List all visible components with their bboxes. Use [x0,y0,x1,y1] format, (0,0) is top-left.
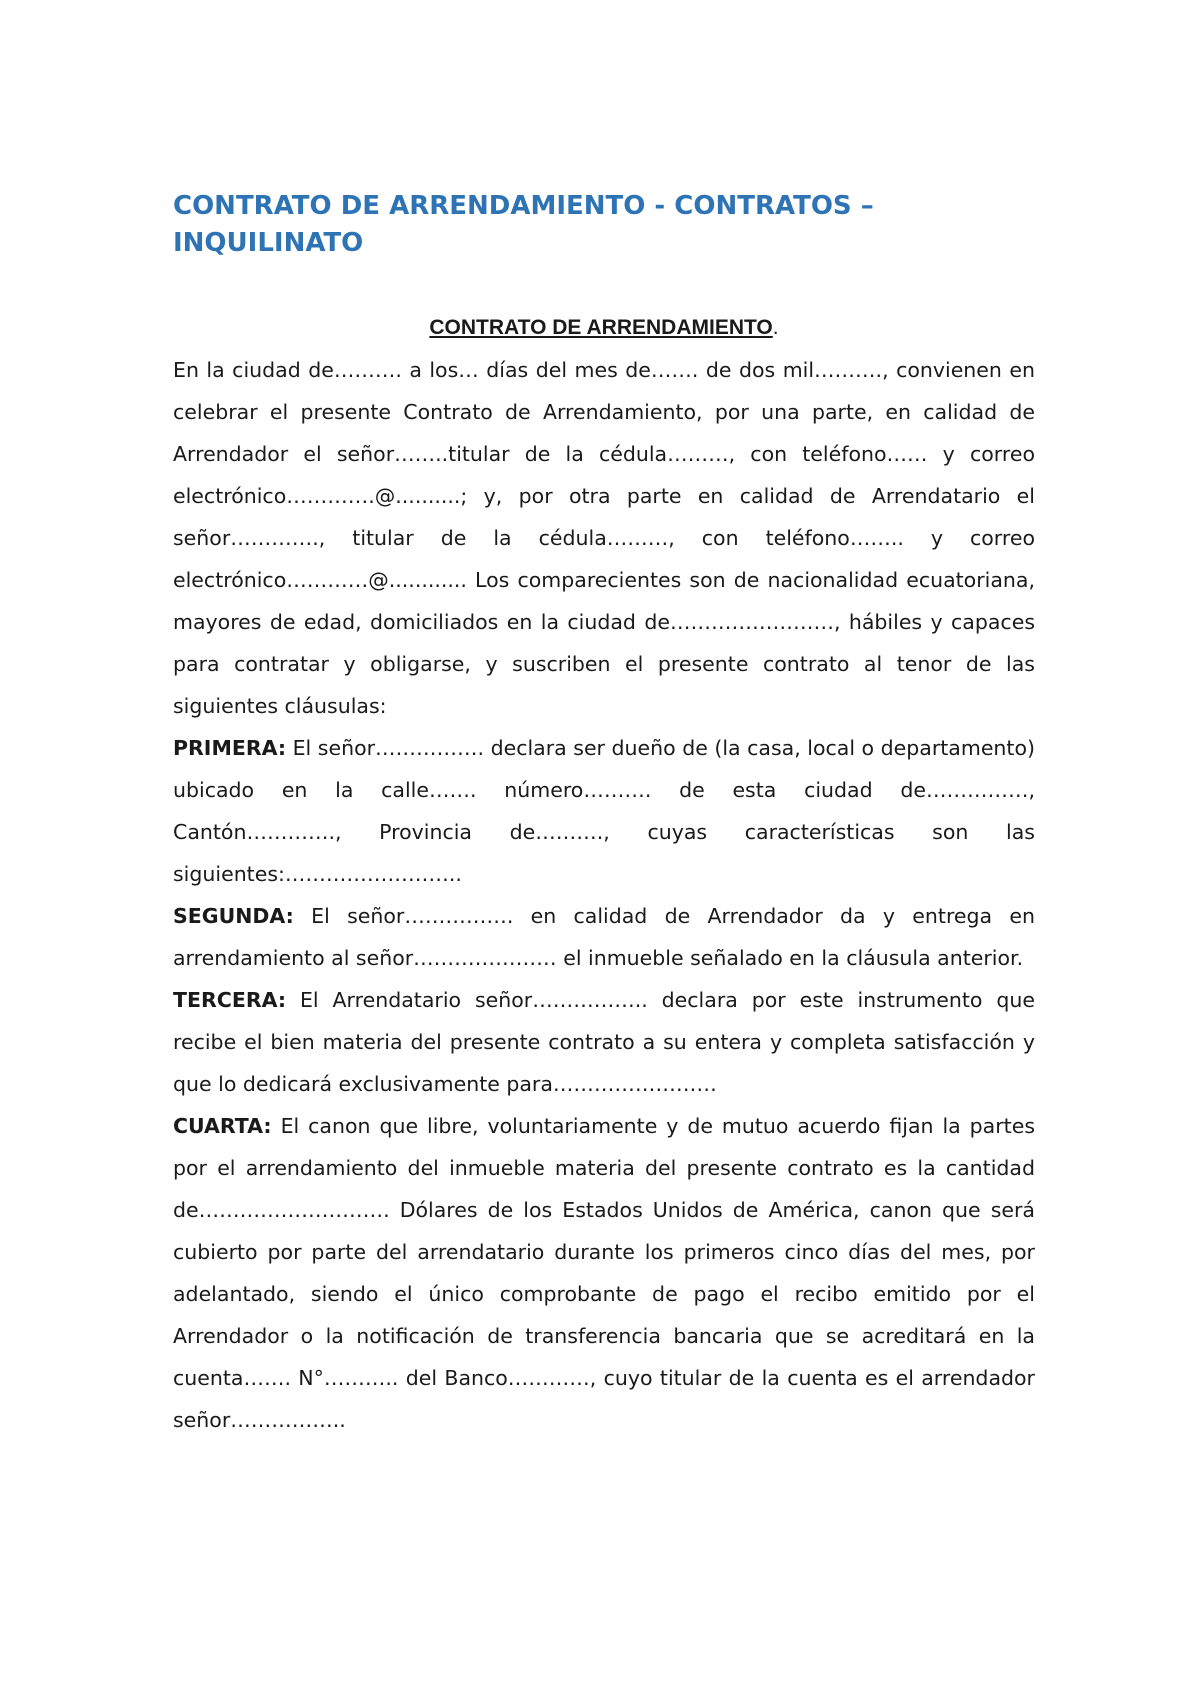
clause-segunda [173,895,1035,979]
clause-primera [173,727,1035,895]
contract-heading-suffix: . [772,316,779,339]
clause-label: TERCERA: [173,988,287,1012]
clause-cuarta [173,1105,1035,1441]
clause-label: PRIMERA: [173,736,287,760]
clause-text: El Arrendatario señor…………….. declara por este instrumento que recibe el bien materia del presente contrato a su entera y completa satisfacción y que lo dedicará exclusivamente para…………………… [173,988,1035,1096]
contract-body [173,307,1035,1441]
contract-heading [173,307,1035,349]
document-title: CONTRATO DE ARRENDAMIENTO - CONTRATOS – INQUILINATO [173,191,874,258]
clause-text: El señor……………. en calidad de Arrendador da y entrega en arrendamiento al señor………………… el inmueble señalado en la cláusula anterior. [173,904,1035,970]
contract-heading-text: CONTRATO DE ARRENDAMIENTO [429,316,773,339]
clause-label: SEGUNDA: [173,904,294,928]
clause-text: El señor……………. declara ser dueño de (la casa, local o departamento) ubicado en la calle……. número………. de esta ciudad de……………, Cantón…………., Provincia de………., cuyas características son las siguientes:…………………….. [173,736,1035,886]
clause-label: CUARTA: [173,1114,272,1138]
intro-paragraph: En la ciudad de………. a los… días del mes de……. de dos mil………., convienen en celebrar el presente Contrato de Arrendamiento, por una parte, en calidad de Arrendador el señor……..titular de la cédula………, con teléfono…… y correo electrónico………….@..........; y, por otra parte en calidad de Arrendatario el señor…………., titular de la cédula………, con teléfono…….. y correo electrónico…………@............ Los comparecientes son de nacionalidad ecuatoriana, mayores de edad, domiciliados en la ciudad de……………………, hábiles y capaces para contratar y obligarse, y suscriben el presente contrato al tenor de las siguientes cláusulas: [173,358,1035,718]
clause-tercera [173,979,1035,1105]
clause-text: El canon que libre, voluntariamente y de mutuo acuerdo fijan la partes por el arrendamiento del inmueble materia del presente contrato es la cantidad de………………………. Dólares de los Estados Unidos de América, canon que será cubierto por parte del arrendatario durante los primeros cinco días del mes, por adelantado, siendo el único comprobante de pago el recibo emitido por el Arrendador o la notificación de transferencia bancaria que se acreditará en la cuenta……. N°……….. del Banco…………, cuyo titular de la cuenta es el arrendador señor…………….. [173,1114,1035,1432]
